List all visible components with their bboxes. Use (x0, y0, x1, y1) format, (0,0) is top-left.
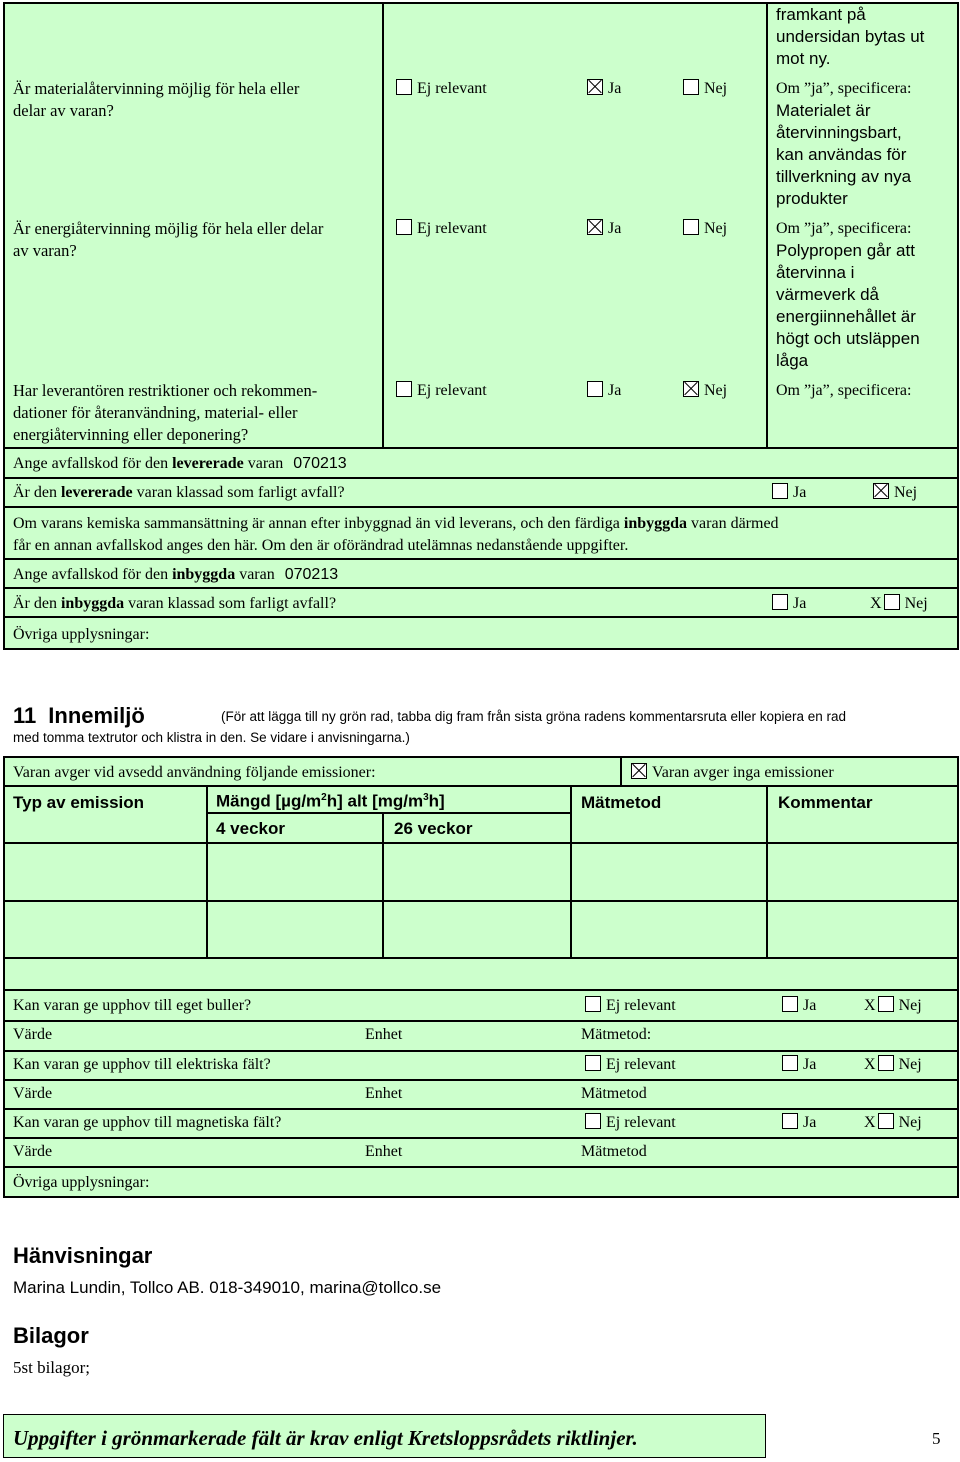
noise-nej (864, 995, 922, 1017)
electric-ej (585, 1054, 676, 1076)
label: varan (243, 455, 284, 472)
option-label: Ej relevant (417, 220, 487, 237)
ej-relevant-checkbox[interactable] (396, 219, 412, 235)
spec-label: Om ”ja”, specificera: (776, 80, 912, 97)
magnetic-ja (782, 1112, 816, 1134)
section-instructions-2: med tomma textrutor och klistra in den. Se vidare i anvisningarna.) (13, 730, 410, 745)
label: Ange avfallskod för den (13, 455, 173, 472)
hazard-delivered-ja (772, 482, 806, 504)
option-label: Ej relevant (606, 997, 676, 1014)
option-label: Nej (898, 1114, 922, 1131)
material-recycling-options (396, 78, 487, 100)
ja-checkbox[interactable] (587, 219, 603, 235)
option-label: Nej (704, 382, 728, 399)
waste-code-built-input[interactable]: 070213 (284, 566, 339, 583)
option-label: Ja (803, 1056, 817, 1073)
x-mark: X (864, 1056, 876, 1073)
supplier-restrictions-options (396, 380, 487, 402)
supplier-restrictions-question: Har leverantören restriktioner och rekommen- dationer för återanvändning, material- eller energiåtervinning eller deponering? (13, 381, 318, 444)
magnetic-value-field[interactable]: Värde (13, 1143, 53, 1160)
page-number: 5 (932, 1429, 941, 1448)
supplier-restrictions-ja (587, 380, 621, 402)
no-emissions-checkbox[interactable] (631, 763, 647, 779)
footer-note: Uppgifter i grönmarkerade fält är krav enligt Kretsloppsrådets riktlinjer. (13, 1426, 638, 1450)
option-label: Nej (904, 595, 928, 612)
carry-over-text: framkant på undersidan bytas ut mot ny. (776, 5, 925, 68)
section-instructions-1: (För att lägga till ny grön rad, tabba dig fram från sista gröna radens kommentarsruta eller kopiera en rad (221, 709, 847, 724)
attachments-text: 5st bilagor; (13, 1358, 90, 1377)
option-label: Ja (608, 382, 622, 399)
label: varan klassad som farligt avfall? (132, 484, 345, 501)
references-heading: Hänvisningar (13, 1243, 153, 1268)
ja-checkbox[interactable] (587, 79, 603, 95)
label: Ange avfallskod för den (13, 566, 173, 583)
emissions-label: Varan avger vid avsedd användning följande emissioner: (13, 764, 376, 781)
ja-checkbox[interactable] (772, 594, 788, 610)
electric-ja (782, 1054, 816, 1076)
material-recycling-ja (587, 78, 621, 100)
option-label: Ja (803, 997, 817, 1014)
option-label: Ja (608, 80, 622, 97)
noise-value-field[interactable]: Värde (13, 1026, 53, 1043)
option-label: Nej (894, 484, 918, 501)
nej-checkbox[interactable] (878, 1055, 894, 1071)
magnetic-unit-field[interactable]: Enhet (365, 1143, 403, 1160)
emission-row[interactable] (5, 844, 957, 900)
option-label: Ja (793, 595, 807, 612)
section-heading (13, 702, 145, 730)
section-title: Innemiljö (48, 703, 145, 728)
section-number: 11 (13, 703, 37, 728)
hazard-built-nej (870, 593, 928, 615)
composition-note: Om varans kemiska sammansättning är annan efter inbyggnad än vid leverans, och den färdiga inbyggda varan därmed får en annan avfallskod anges den här. Om den är oförändrad utelämnas nedanstående uppgifter. (13, 515, 779, 554)
nej-checkbox[interactable] (884, 594, 900, 610)
option-label: Ja (803, 1114, 817, 1131)
ej-relevant-checkbox[interactable] (396, 381, 412, 397)
x-mark: X (864, 997, 876, 1014)
col-type-header: Typ av emission (13, 793, 145, 812)
other-info-label: Övriga upplysningar: (13, 626, 150, 643)
col-comment-header: Kommentar (778, 793, 873, 812)
emission-row[interactable] (5, 902, 957, 957)
energy-recycling-question: Är energiåtervinning möjlig för hela eller delar av varan? (13, 219, 324, 260)
nej-checkbox[interactable] (878, 1113, 894, 1129)
option-label: Ej relevant (417, 382, 487, 399)
waste-code-delivered-input[interactable]: 070213 (293, 455, 347, 472)
magnetic-field-question: Kan varan ge upphov till magnetiska fält? (13, 1114, 282, 1131)
spec-label: Om ”ja”, specificera: (776, 220, 912, 237)
energy-recycling-ja (587, 218, 621, 240)
option-label: Ej relevant (606, 1056, 676, 1073)
nej-checkbox[interactable] (878, 996, 894, 1012)
hazard-built-question (13, 593, 336, 615)
attachments-heading: Bilagor (13, 1323, 89, 1348)
label: Är den (13, 595, 61, 612)
electric-nej (864, 1054, 922, 1076)
label: varan (235, 566, 275, 583)
spec-text-field[interactable]: Polypropen går att återvinna i värmeverk då energiinnehållet är högt och utsläppen låga (776, 241, 920, 370)
noise-unit-field[interactable]: Enhet (365, 1026, 403, 1043)
material-recycling-question: Är materialåtervinning möjlig för hela eller delar av varan? (13, 79, 300, 120)
ej-relevant-checkbox[interactable] (585, 1113, 601, 1129)
ja-checkbox[interactable] (772, 483, 788, 499)
ej-relevant-checkbox[interactable] (396, 79, 412, 95)
ej-relevant-checkbox[interactable] (585, 996, 601, 1012)
option-label: Nej (704, 220, 728, 237)
magnetic-ej (585, 1112, 676, 1134)
label-bold: levererade (172, 455, 244, 472)
option-label: Ej relevant (417, 80, 487, 97)
electric-value-field[interactable]: Värde (13, 1085, 53, 1102)
magnetic-nej (864, 1112, 922, 1134)
electric-unit-field[interactable]: Enhet (365, 1085, 403, 1102)
electric-method-field[interactable]: Mätmetod (581, 1085, 647, 1102)
waste-code-built-row (13, 564, 338, 586)
col-26w-header: 26 veckor (394, 819, 473, 838)
electric-field-question: Kan varan ge upphov till elektriska fält? (13, 1056, 271, 1073)
references-text: Marina Lundin, Tollco AB. 018-349010, marina@tollco.se (13, 1278, 442, 1297)
label: varan klassad som farligt avfall? (124, 595, 337, 612)
energy-recycling-nej (683, 218, 727, 240)
ja-checkbox[interactable] (782, 1055, 798, 1071)
option-label: Ja (608, 220, 622, 237)
hazard-delivered-nej (873, 482, 917, 504)
ja-checkbox[interactable] (782, 1113, 798, 1129)
nej-checkbox[interactable] (683, 381, 699, 397)
col-amount-header: Mängd $[\mu g/m^2h]$ alt $[mg/m^3h]$ (216, 791, 445, 811)
noise-ej (585, 995, 676, 1017)
option-label: Nej (898, 997, 922, 1014)
noise-question: Kan varan ge upphov till eget buller? (13, 997, 252, 1014)
spec-label: Om ”ja”, specificera: (776, 382, 912, 399)
nej-checkbox[interactable] (873, 483, 889, 499)
nej-checkbox[interactable] (683, 219, 699, 235)
ej-relevant-checkbox[interactable] (585, 1055, 601, 1071)
emissions-other-info[interactable]: Övriga upplysningar: (13, 1174, 150, 1191)
hazard-delivered-question (13, 482, 345, 504)
no-emissions-option (631, 762, 834, 784)
waste-code-delivered-row (13, 453, 347, 475)
ja-checkbox[interactable] (782, 996, 798, 1012)
magnetic-method-field[interactable]: Mätmetod (581, 1143, 647, 1160)
col-method-header: Mätmetod (581, 793, 662, 812)
noise-method-field[interactable]: Mätmetod: (581, 1026, 652, 1043)
supplier-restrictions-nej (683, 380, 727, 402)
label-bold: inbyggda (60, 595, 125, 612)
material-recycling-nej (683, 78, 727, 100)
option-label: Nej (704, 80, 728, 97)
col-4w-header: 4 veckor (216, 819, 285, 838)
hazard-built-ja (772, 593, 806, 615)
label-bold: inbyggda (172, 566, 236, 583)
x-mark: X (870, 595, 882, 612)
energy-recycling-options (396, 218, 487, 240)
option-label: Nej (898, 1056, 922, 1073)
label-bold: levererade (60, 484, 133, 501)
option-label: Ja (793, 484, 807, 501)
label: Är den (13, 484, 61, 501)
nej-checkbox[interactable] (683, 79, 699, 95)
x-mark: X (864, 1114, 876, 1131)
spec-text-field[interactable]: Materialet är återvinningsbart, kan användas för tillverkning av nya produkter (776, 101, 912, 208)
option-label: Ej relevant (606, 1114, 676, 1131)
option-label: Varan avger inga emissioner (652, 764, 834, 781)
noise-ja (782, 995, 816, 1017)
ja-checkbox[interactable] (587, 381, 603, 397)
